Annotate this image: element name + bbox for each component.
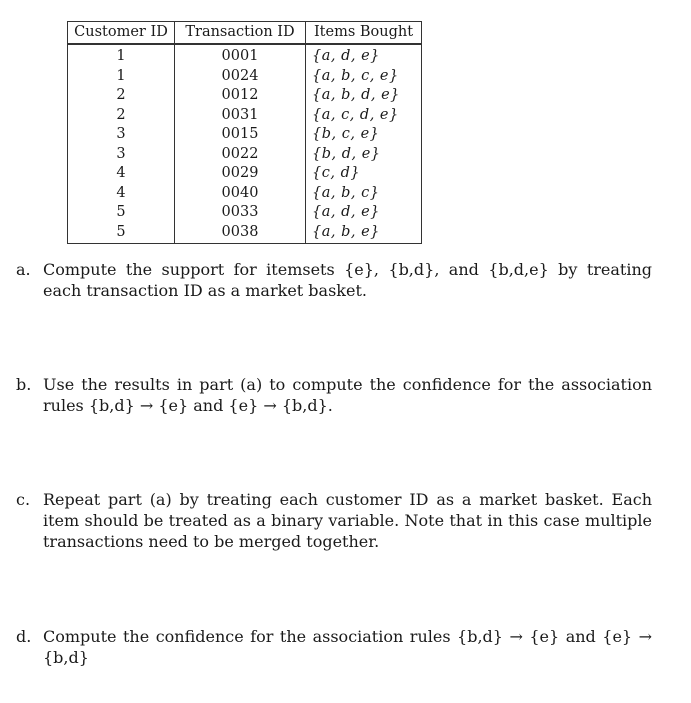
question-a bbox=[16, 259, 652, 301]
cell-items-bought: {a, d, e} bbox=[306, 44, 422, 67]
cell-transaction-id: 0012 bbox=[175, 86, 306, 106]
cell-items-bought: {a, d, e} bbox=[306, 203, 422, 223]
cell-customer-id: 5 bbox=[68, 203, 175, 223]
cell-transaction-id: 0031 bbox=[175, 106, 306, 126]
header-items-bought: Items Bought bbox=[306, 22, 422, 45]
cell-customer-id: 4 bbox=[68, 164, 175, 184]
question-b-label: b. bbox=[16, 375, 32, 394]
transactions-table bbox=[67, 21, 422, 244]
question-c-text: Repeat part (a) by treating each customer ID as a market basket. Each item should be treated as a binary variable. Note that in this case multiple transactions need to be merged together. bbox=[43, 490, 652, 551]
question-c bbox=[16, 489, 652, 552]
table-row bbox=[68, 106, 422, 126]
table-header-row bbox=[68, 22, 422, 45]
question-d bbox=[16, 626, 652, 668]
question-a-label: a. bbox=[16, 260, 31, 279]
table-row bbox=[68, 145, 422, 165]
cell-customer-id: 1 bbox=[68, 67, 175, 87]
table-row bbox=[68, 164, 422, 184]
cell-transaction-id: 0033 bbox=[175, 203, 306, 223]
header-transaction-id: Transaction ID bbox=[175, 22, 306, 45]
table-row bbox=[68, 125, 422, 145]
cell-customer-id: 4 bbox=[68, 184, 175, 204]
cell-items-bought: {b, d, e} bbox=[306, 145, 422, 165]
cell-customer-id: 1 bbox=[68, 44, 175, 67]
cell-transaction-id: 0038 bbox=[175, 223, 306, 244]
table-row bbox=[68, 44, 422, 67]
cell-transaction-id: 0024 bbox=[175, 67, 306, 87]
cell-transaction-id: 0029 bbox=[175, 164, 306, 184]
transactions-table-container bbox=[67, 21, 422, 244]
cell-items-bought: {a, b, d, e} bbox=[306, 86, 422, 106]
cell-transaction-id: 0001 bbox=[175, 44, 306, 67]
cell-customer-id: 5 bbox=[68, 223, 175, 244]
table-row bbox=[68, 203, 422, 223]
header-customer-id: Customer ID bbox=[68, 22, 175, 45]
cell-transaction-id: 0015 bbox=[175, 125, 306, 145]
table-row bbox=[68, 223, 422, 244]
cell-items-bought: {a, c, d, e} bbox=[306, 106, 422, 126]
question-a-text: Compute the support for itemsets {e}, {b,d}, and {b,d,e} by treating each transaction ID as a market basket. bbox=[43, 260, 652, 300]
cell-items-bought: {b, c, e} bbox=[306, 125, 422, 145]
cell-customer-id: 2 bbox=[68, 106, 175, 126]
table-row bbox=[68, 184, 422, 204]
cell-transaction-id: 0022 bbox=[175, 145, 306, 165]
question-d-text: Compute the confidence for the association rules {b,d} → {e} and {e} → {b,d} bbox=[43, 627, 652, 667]
question-b bbox=[16, 374, 652, 416]
question-d-label: d. bbox=[16, 627, 32, 646]
cell-items-bought: {a, b, e} bbox=[306, 223, 422, 244]
table-row bbox=[68, 67, 422, 87]
cell-customer-id: 3 bbox=[68, 125, 175, 145]
cell-transaction-id: 0040 bbox=[175, 184, 306, 204]
table-row bbox=[68, 86, 422, 106]
question-c-label: c. bbox=[16, 490, 31, 509]
cell-items-bought: {c, d} bbox=[306, 164, 422, 184]
question-b-text: Use the results in part (a) to compute the confidence for the association rules {b,d} → {e} and {e} → {b,d}. bbox=[43, 375, 652, 415]
table-body bbox=[68, 44, 422, 244]
cell-items-bought: {a, b, c, e} bbox=[306, 67, 422, 87]
cell-customer-id: 2 bbox=[68, 86, 175, 106]
cell-items-bought: {a, b, c} bbox=[306, 184, 422, 204]
cell-customer-id: 3 bbox=[68, 145, 175, 165]
